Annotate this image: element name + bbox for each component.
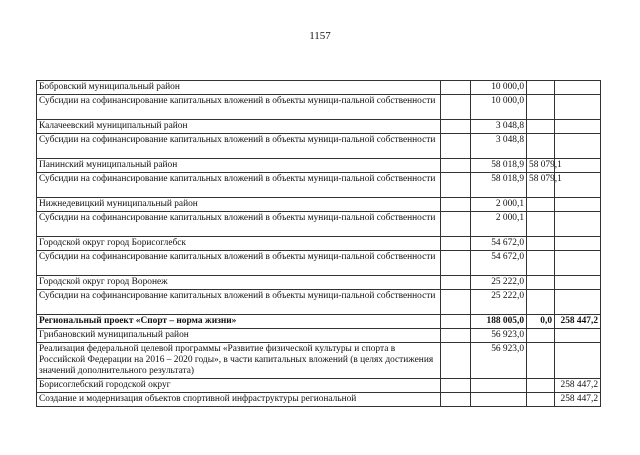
row-value-2-cell: 58 079,1 xyxy=(527,173,555,198)
row-value-3-cell xyxy=(555,343,601,379)
row-value-1-cell: 25 222,0 xyxy=(471,290,527,315)
row-name-cell: Субсидии на софинансирование капитальных вложений в объекты муници-пальной собственности xyxy=(37,95,441,120)
table-row xyxy=(37,276,601,290)
row-value-2-cell xyxy=(527,95,555,120)
row-value-3-cell xyxy=(555,251,601,276)
row-value-1-cell: 54 672,0 xyxy=(471,237,527,251)
row-value-1-cell: 58 018,9 xyxy=(471,173,527,198)
row-empty-cell xyxy=(441,343,471,379)
row-value-2-cell xyxy=(527,290,555,315)
row-name-cell: Городской округ город Борисоглебск xyxy=(37,237,441,251)
budget-table xyxy=(36,80,601,407)
row-empty-cell xyxy=(441,120,471,134)
row-name-cell: Субсидии на софинансирование капитальных вложений в объекты муници-пальной собственности xyxy=(37,173,441,198)
row-value-1-cell: 10 000,0 xyxy=(471,95,527,120)
row-value-1-cell: 2 000,1 xyxy=(471,212,527,237)
row-value-3-cell xyxy=(555,81,601,95)
row-empty-cell xyxy=(441,251,471,276)
table-row xyxy=(37,95,601,120)
row-value-2-cell xyxy=(527,134,555,159)
row-empty-cell xyxy=(441,173,471,198)
table-row xyxy=(37,290,601,315)
table-row xyxy=(37,173,601,198)
row-name-cell: Панинский муниципальный район xyxy=(37,159,441,173)
budget-table-body xyxy=(37,81,601,407)
row-value-2-cell xyxy=(527,393,555,407)
row-value-1-cell: 3 048,8 xyxy=(471,134,527,159)
row-empty-cell xyxy=(441,276,471,290)
row-value-2-cell: 0,0 xyxy=(527,315,555,329)
table-row xyxy=(37,237,601,251)
table-row xyxy=(37,251,601,276)
row-value-2-cell xyxy=(527,81,555,95)
row-value-3-cell xyxy=(555,329,601,343)
row-name-cell: Калачеевский муниципальный район xyxy=(37,120,441,134)
table-row xyxy=(37,120,601,134)
row-name-cell: Грибановский муниципальный район xyxy=(37,329,441,343)
row-value-2-cell xyxy=(527,237,555,251)
row-value-2-cell xyxy=(527,251,555,276)
row-value-2-cell xyxy=(527,198,555,212)
row-value-1-cell: 56 923,0 xyxy=(471,343,527,379)
row-value-2-cell xyxy=(527,120,555,134)
table-row xyxy=(37,198,601,212)
table-row xyxy=(37,343,601,379)
row-name-cell: Реализация федеральной целевой программы «Развитие физической культуры и спорта в Российской Федерации на 2016 – 2020 годы», в части капитальных вложений (в целях достижения значений дополнительного результата) xyxy=(37,343,441,379)
table-row xyxy=(37,81,601,95)
row-name-cell: Субсидии на софинансирование капитальных вложений в объекты муници-пальной собственности xyxy=(37,290,441,315)
row-name-cell: Субсидии на софинансирование капитальных вложений в объекты муници-пальной собственности xyxy=(37,251,441,276)
row-empty-cell xyxy=(441,198,471,212)
row-value-2-cell xyxy=(527,212,555,237)
table-row xyxy=(37,159,601,173)
row-value-3-cell xyxy=(555,95,601,120)
row-value-3-cell: 258 447,2 xyxy=(555,393,601,407)
row-empty-cell xyxy=(441,212,471,237)
row-value-1-cell: 2 000,1 xyxy=(471,198,527,212)
table-row xyxy=(37,212,601,237)
row-value-2-cell: 58 079,1 xyxy=(527,159,555,173)
row-value-1-cell: 54 672,0 xyxy=(471,251,527,276)
row-empty-cell xyxy=(441,379,471,393)
page-number: 1157 xyxy=(309,30,331,42)
row-value-3-cell xyxy=(555,212,601,237)
row-empty-cell xyxy=(441,81,471,95)
row-value-3-cell xyxy=(555,237,601,251)
row-name-cell: Региональный проект «Спорт – норма жизни» xyxy=(37,315,441,329)
row-value-1-cell: 56 923,0 xyxy=(471,329,527,343)
row-empty-cell xyxy=(441,329,471,343)
row-empty-cell xyxy=(441,159,471,173)
row-value-1-cell xyxy=(471,393,527,407)
row-empty-cell xyxy=(441,315,471,329)
row-value-1-cell: 3 048,8 xyxy=(471,120,527,134)
row-empty-cell xyxy=(441,134,471,159)
row-empty-cell xyxy=(441,393,471,407)
row-name-cell: Субсидии на софинансирование капитальных вложений в объекты муници-пальной собственности xyxy=(37,212,441,237)
table-row xyxy=(37,379,601,393)
row-empty-cell xyxy=(441,290,471,315)
table-row xyxy=(37,134,601,159)
row-name-cell: Городской округ город Воронеж xyxy=(37,276,441,290)
row-name-cell: Нижнедевицкий муниципальный район xyxy=(37,198,441,212)
row-value-3-cell: 258 447,2 xyxy=(555,379,601,393)
row-empty-cell xyxy=(441,237,471,251)
row-value-1-cell: 25 222,0 xyxy=(471,276,527,290)
row-name-cell: Создание и модернизация объектов спортивной инфраструктуры региональной xyxy=(37,393,441,407)
row-value-3-cell: 258 447,2 xyxy=(555,315,601,329)
row-value-3-cell xyxy=(555,120,601,134)
table-row xyxy=(37,329,601,343)
row-name-cell: Бобровский муниципальный район xyxy=(37,81,441,95)
row-value-3-cell xyxy=(555,134,601,159)
table-row xyxy=(37,393,601,407)
row-name-cell: Субсидии на софинансирование капитальных вложений в объекты муници-пальной собственности xyxy=(37,134,441,159)
row-value-2-cell xyxy=(527,379,555,393)
row-empty-cell xyxy=(441,95,471,120)
row-value-1-cell: 10 000,0 xyxy=(471,81,527,95)
row-value-2-cell xyxy=(527,343,555,379)
row-value-3-cell xyxy=(555,290,601,315)
row-value-1-cell: 58 018,9 xyxy=(471,159,527,173)
row-value-1-cell: 188 005,0 xyxy=(471,315,527,329)
row-name-cell: Борисоглебский городской округ xyxy=(37,379,441,393)
row-value-3-cell xyxy=(555,198,601,212)
row-value-2-cell xyxy=(527,276,555,290)
row-value-3-cell xyxy=(555,276,601,290)
table-row xyxy=(37,315,601,329)
row-value-1-cell xyxy=(471,379,527,393)
row-value-2-cell xyxy=(527,329,555,343)
